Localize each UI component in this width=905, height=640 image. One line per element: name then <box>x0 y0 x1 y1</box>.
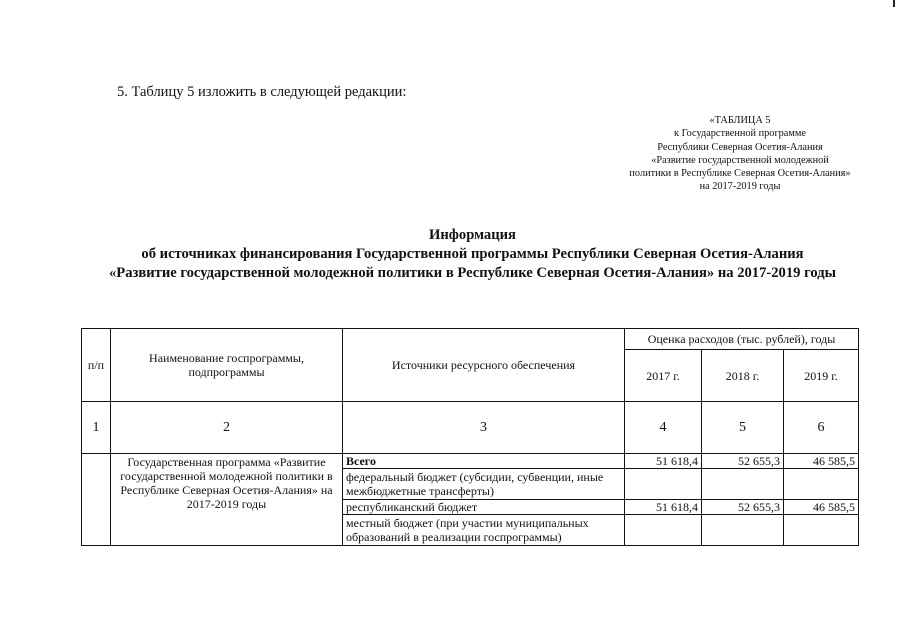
col-number-6: 6 <box>784 402 859 454</box>
program-num-cell <box>82 454 111 546</box>
stamp-line: к Государственной программе <box>674 128 806 140</box>
value-total-2017: 51 618,4 <box>625 454 702 469</box>
source-local: местный бюджет (при участии муниципальных образований в реализации госпрограммы) <box>343 515 625 546</box>
program-name: Государственная программа «Развитие государственной молодежной политики в Республике Северная Осетия-Алания» на 2017-2019 годы <box>111 454 343 546</box>
col-number-3: 3 <box>343 402 625 454</box>
page-edge-mark <box>893 0 895 7</box>
title-line: Информация <box>429 227 516 243</box>
col-number-2: 2 <box>111 402 343 454</box>
header-source: Источники ресурсного обеспечения <box>343 329 625 402</box>
table-stamp <box>590 114 890 194</box>
header-name: Наименование госпрограммы, подпрограммы <box>111 329 343 402</box>
header-year-2018: 2018 г. <box>702 350 784 402</box>
title-line: об источниках финансирования Государственной программы Республики Северная Осетия-Алания <box>141 246 804 262</box>
value-republican-2017: 51 618,4 <box>625 500 702 515</box>
header-estimate: Оценка расходов (тыс. рублей), годы <box>625 329 859 350</box>
value-republican-2018: 52 655,3 <box>702 500 784 515</box>
value-federal-2019 <box>784 469 859 500</box>
document-title <box>40 226 905 283</box>
title-line: «Развитие государственной молодежной политики в Республике Северная Осетия-Алания» на 2017-2019 годы <box>109 265 836 281</box>
col-number-4: 4 <box>625 402 702 454</box>
value-republican-2019: 46 585,5 <box>784 500 859 515</box>
value-local-2019 <box>784 515 859 546</box>
source-federal: федеральный бюджет (субсидии, субвенции, иные межбюджетные трансферты) <box>343 469 625 500</box>
source-republican: республиканский бюджет <box>343 500 625 515</box>
header-year-2019: 2019 г. <box>784 350 859 402</box>
value-total-2018: 52 655,3 <box>702 454 784 469</box>
header-year-2017: 2017 г. <box>625 350 702 402</box>
stamp-line: Республики Северная Осетия-Алания <box>657 141 823 153</box>
value-local-2018 <box>702 515 784 546</box>
source-total: Всего <box>343 454 625 469</box>
stamp-line: «ТАБЛИЦА 5 <box>709 115 771 126</box>
col-number-1: 1 <box>82 402 111 454</box>
stamp-line: «Развитие государственной молодежной <box>651 154 829 166</box>
value-federal-2017 <box>625 469 702 500</box>
value-total-2019: 46 585,5 <box>784 454 859 469</box>
value-local-2017 <box>625 515 702 546</box>
col-number-5: 5 <box>702 402 784 454</box>
financing-table <box>81 328 859 546</box>
stamp-line: политики в Республике Северная Осетия-Алания» <box>629 168 851 180</box>
value-federal-2018 <box>702 469 784 500</box>
intro-text: 5. Таблицу 5 изложить в следующей редакции: <box>117 84 407 100</box>
header-num: п/п <box>82 329 111 402</box>
stamp-line: на 2017-2019 годы <box>699 181 781 193</box>
